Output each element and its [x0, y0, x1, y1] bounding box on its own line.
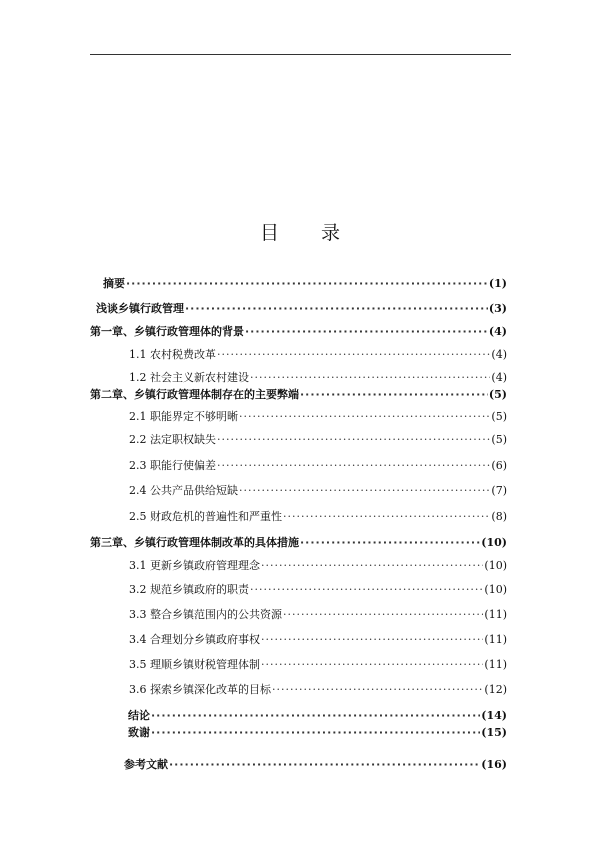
toc-entry-2-1[interactable] [129, 409, 507, 425]
toc-leader [151, 708, 480, 724]
toc-page: (8) [491, 510, 507, 523]
toc-leader [250, 370, 490, 386]
toc-page: (14) [481, 709, 507, 722]
toc-leader [239, 483, 490, 499]
toc-entry-2-2[interactable] [129, 432, 507, 448]
toc-label: 3.5 理顺乡镇财税管理体制 [129, 658, 260, 671]
toc-leader [300, 387, 488, 403]
toc-label: 浅谈乡镇行政管理 [96, 302, 184, 315]
toc-entry-abstract[interactable] [103, 276, 507, 292]
toc-entry-references[interactable] [124, 757, 507, 773]
toc-label: 第三章、乡镇行政管理体制改革的具体措施 [90, 536, 299, 549]
toc-entry-chapter-2[interactable] [90, 387, 507, 403]
toc-entry-2-5[interactable] [129, 509, 507, 525]
toc-page: (3) [488, 302, 507, 315]
toc-label: 3.2 规范乡镇政府的职责 [129, 583, 249, 596]
toc-label: 3.1 更新乡镇政府管理理念 [129, 559, 260, 572]
toc-label: 1.2 社会主义新农村建设 [129, 371, 249, 384]
toc-label: 摘要 [103, 277, 125, 290]
toc-label: 结论 [128, 709, 150, 722]
toc-label: 2.5 财政危机的普遍性和严重性 [129, 510, 282, 523]
toc-label: 1.1 农村税费改革 [129, 348, 216, 361]
toc-label: 2.3 职能行使偏差 [129, 459, 216, 472]
toc-leader [261, 558, 483, 574]
toc-page: (15) [481, 726, 507, 739]
toc-page: (12) [484, 683, 507, 696]
toc-leader [261, 657, 483, 673]
toc-leader [217, 347, 490, 363]
toc-leader [300, 535, 480, 551]
toc-entry-3-4[interactable] [129, 632, 507, 648]
toc-entry-3-6[interactable] [129, 682, 507, 698]
toc-page: (6) [491, 459, 507, 472]
toc-leader [245, 324, 488, 340]
toc-page: (5) [491, 410, 507, 423]
toc-entry-chapter-1[interactable] [90, 324, 507, 340]
toc-leader [261, 632, 483, 648]
toc-entry-1-1[interactable] [129, 347, 507, 363]
toc-page: (4) [491, 348, 507, 361]
toc-leader [185, 301, 488, 317]
toc-leader [283, 607, 483, 623]
toc-entry-3-3[interactable] [129, 607, 507, 623]
toc-entry-2-4[interactable] [129, 483, 507, 499]
toc-leader [217, 458, 490, 474]
toc-leader [217, 432, 490, 448]
toc-leader [250, 582, 483, 598]
toc-entry-2-3[interactable] [129, 458, 507, 474]
toc-leader [126, 276, 488, 292]
toc-page: (11) [484, 608, 507, 621]
toc-entry-1-2[interactable] [129, 370, 507, 386]
toc-entry-intro[interactable] [96, 301, 507, 317]
toc-entry-3-2[interactable] [129, 582, 507, 598]
toc-page: (10) [484, 583, 507, 596]
toc-page: (16) [481, 758, 507, 771]
toc-label: 3.4 合理划分乡镇政府事权 [129, 633, 260, 646]
toc-label: 第一章、乡镇行政管理体的背景 [90, 325, 244, 338]
toc-entry-acknowledgements[interactable] [128, 725, 507, 741]
toc-entry-3-5[interactable] [129, 657, 507, 673]
title-char-1: 目 [259, 222, 279, 244]
toc-entry-conclusion[interactable] [128, 708, 507, 724]
toc-leader [169, 757, 480, 773]
toc-leader [283, 509, 490, 525]
toc-page: (4) [491, 371, 507, 384]
toc-label: 3.3 整合乡镇范围内的公共资源 [129, 608, 282, 621]
toc-label: 参考文献 [124, 758, 168, 771]
toc-page: (5) [491, 433, 507, 446]
toc-leader [272, 682, 483, 698]
toc-label: 致谢 [128, 726, 150, 739]
toc-entry-3-1[interactable] [129, 558, 507, 574]
toc-page: (5) [488, 388, 507, 401]
toc-page: (10) [484, 559, 507, 572]
toc-page: (1) [488, 277, 507, 290]
toc-label: 3.6 探索乡镇深化改革的目标 [129, 683, 271, 696]
toc-page: (11) [484, 658, 507, 671]
toc-leader [151, 725, 480, 741]
toc-label: 第二章、乡镇行政管理体制存在的主要弊端 [90, 388, 299, 401]
toc-page: (11) [484, 633, 507, 646]
toc-label: 2.2 法定职权缺失 [129, 433, 216, 446]
title-char-2: 录 [321, 222, 341, 244]
toc-page: (10) [481, 536, 507, 549]
toc-entry-chapter-3[interactable] [90, 535, 507, 551]
toc-label: 2.1 职能界定不够明晰 [129, 410, 238, 423]
toc-page: (7) [491, 484, 507, 497]
toc-leader [239, 409, 490, 425]
toc-page: (4) [488, 325, 507, 338]
toc-label: 2.4 公共产品供给短缺 [129, 484, 238, 497]
